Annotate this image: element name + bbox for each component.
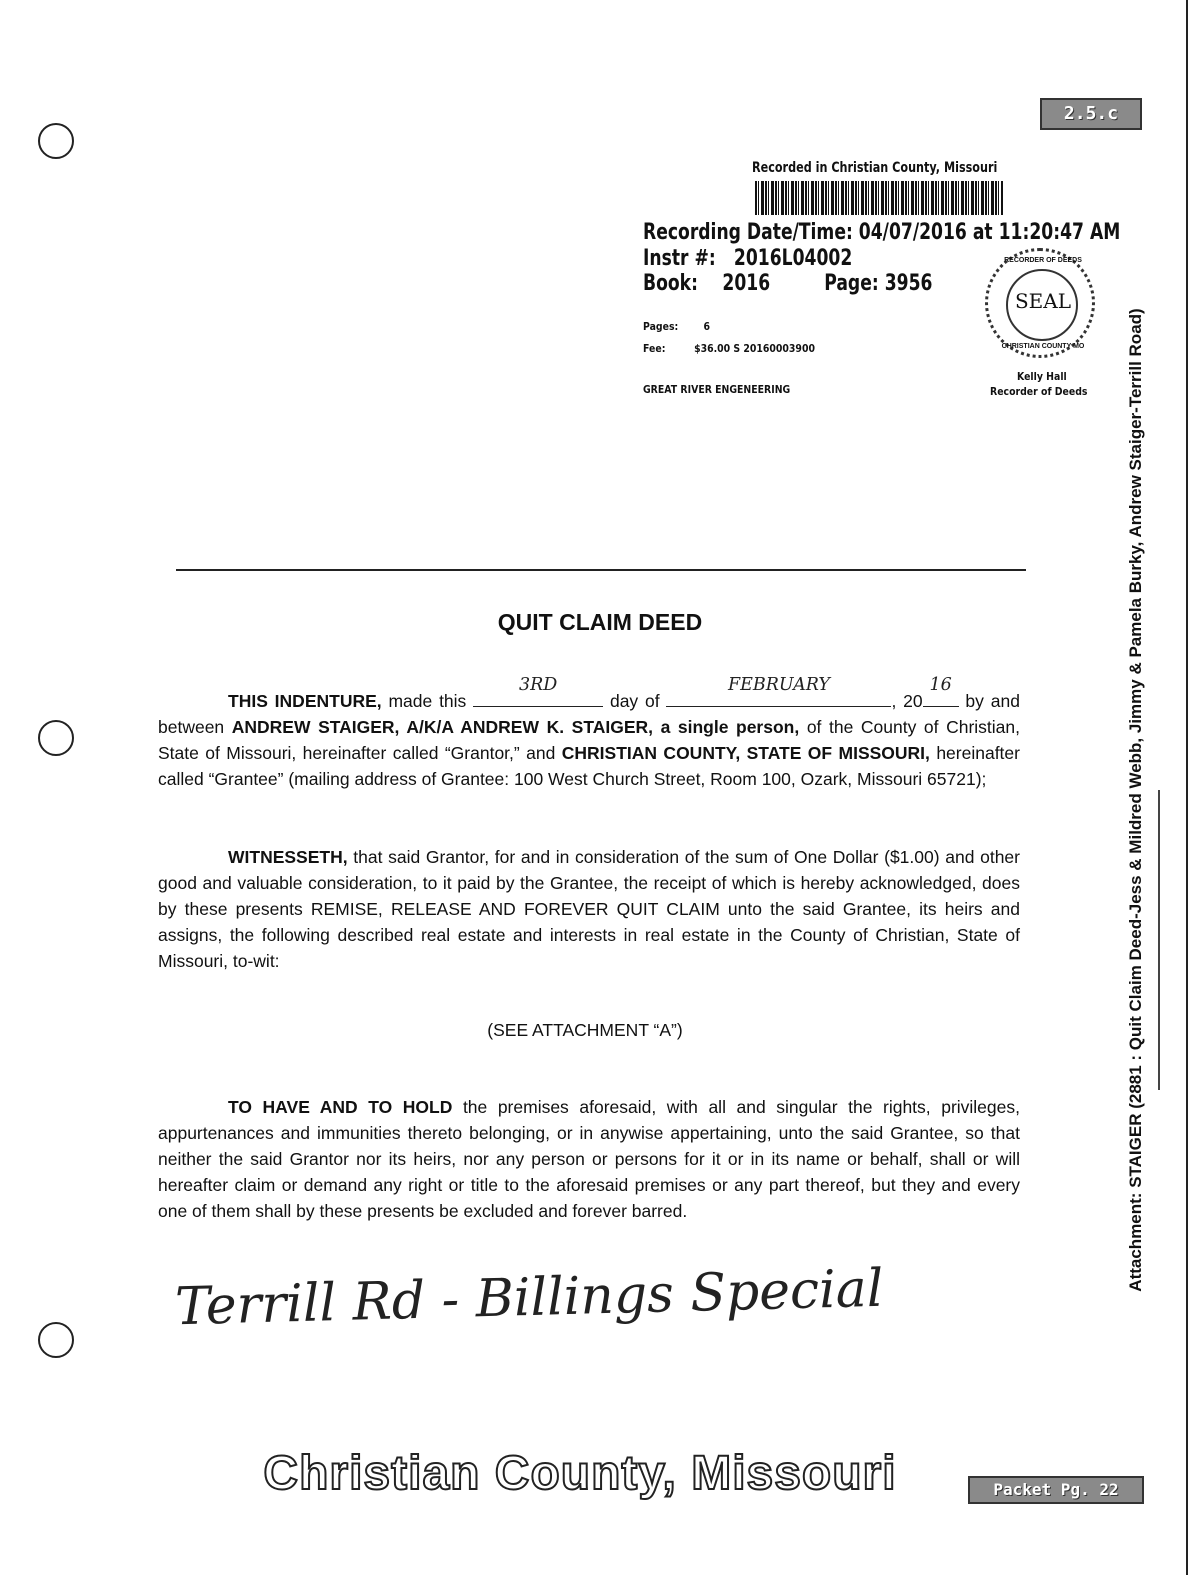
barcode: [755, 181, 1003, 215]
grantor-description: of the County of Christian, State of Missouri, hereinafter called “Grantor,” and: [158, 717, 1020, 763]
recorder-name: Kelly Hall: [1017, 370, 1067, 383]
witnesseth-lead: WITNESSETH,: [228, 847, 348, 867]
witnesseth-paragraph: [158, 844, 1020, 974]
punch-hole-top: [38, 123, 74, 159]
recording-date-label: Recording Date/Time:: [643, 220, 853, 245]
book-value: 2016: [722, 271, 771, 296]
by-and-between-text: by and between: [158, 691, 1020, 737]
fee-line: [643, 342, 815, 355]
habendum-lead: TO HAVE AND TO HOLD: [228, 1097, 453, 1117]
pages-label: Pages:: [643, 320, 679, 333]
day-value: 3RD: [518, 675, 558, 695]
document-title: QUIT CLAIM DEED: [497, 609, 703, 635]
instrument-number: [643, 246, 852, 271]
book-label: Book:: [643, 271, 698, 296]
punch-hole-bottom: [38, 1322, 74, 1358]
recording-at: at: [972, 220, 993, 245]
header-divider: [176, 569, 1026, 571]
fee-label: Fee:: [643, 342, 666, 355]
grantee-name: CHRISTIAN COUNTY, STATE OF MISSOURI,: [561, 743, 930, 763]
seal-ring-top: RECORDER OF DEEDS: [1004, 257, 1082, 264]
handwritten-note: Terrill Rd - Billings Special: [174, 1258, 885, 1338]
grantee-description: hereinafter called “Grantee” (mailing address of Grantee: 100 West Church Street, Room 100, Ozark, Missouri 65721);: [158, 743, 1020, 789]
seal-label: SEAL: [1014, 289, 1072, 313]
habendum-text: the premises aforesaid, with all and singular the rights, privileges, appurtenances and immunities thereto belonging, or in anywise appertaining, unto the said Grantee, so that neither the said Grantor nor its heirs, nor any person or persons for it or in its name or behalf, shall or will hereafter claim or demand any right or title to the aforesaid premises or any part thereof, but they and every one of them shall by these presents be excluded and forever barred.: [158, 1097, 1020, 1221]
pages-value: 6: [703, 320, 711, 333]
day-of-text: day of: [609, 691, 660, 711]
page-value: 3956: [884, 271, 933, 296]
punch-hole-middle: [38, 720, 74, 756]
side-attachment-label: Attachment: STAIGER (2881 : Quit Claim Deed-Jess & Mildred Webb, Jimmy & Pamela Burky, Andrew Staiger-Terrill Road): [1126, 308, 1145, 1292]
recorded-in-line: Recorded in Christian County, Missouri: [752, 160, 998, 176]
indenture-paragraph: [158, 675, 1020, 792]
month-value: FEBRUARY: [727, 675, 830, 695]
year-blank: [923, 675, 959, 707]
pages-line: [643, 320, 710, 333]
witnesseth-text: that said Grantor, for and in consideration of the sum of One Dollar ($1.00) and other good and valuable consideration, to it paid by the Grantee, the receipt of which is hereby acknowledged, does by these presents REMISE, RELEASE AND FOREVER QUIT CLAIM unto the said Grantee, its heirs and assigns, the following described real estate and interests in real estate in the County of Christian, State of Missouri, to-wit:: [158, 847, 1020, 971]
packet-page-box: Packet Pg. 22: [968, 1476, 1144, 1504]
instr-label: Instr #:: [643, 246, 716, 271]
attachment-reference: (SEE ATTACHMENT “A”): [487, 1020, 683, 1040]
recording-date-value: 04/07/2016: [858, 220, 967, 245]
year-value: 16: [929, 675, 952, 695]
grantor-name: ANDREW STAIGER, A/K/A ANDREW K. STAIGER, a single person,: [231, 717, 800, 737]
recorder-title: Recorder of Deeds: [990, 385, 1088, 398]
instr-value: 2016L04002: [733, 246, 853, 271]
margin-line: [1158, 790, 1160, 1090]
seal-ring-bottom: CHRISTIAN COUNTY MO: [1001, 343, 1085, 350]
book-page: [643, 271, 932, 296]
recorder-seal: [985, 248, 1095, 358]
page-label: Page:: [824, 271, 879, 296]
submitter-name: GREAT RIVER ENGENEERING: [643, 383, 791, 396]
agenda-tag-box: 2.5.c: [1040, 98, 1142, 130]
day-blank: [473, 675, 603, 707]
recording-date-time: [643, 220, 1120, 245]
fee-value: $36.00 S 20160003900: [694, 342, 815, 355]
month-blank: [666, 675, 891, 707]
habendum-paragraph: [158, 1094, 1020, 1224]
recording-time-value: 11:20:47 AM: [998, 220, 1121, 245]
indenture-lead: THIS INDENTURE,: [228, 691, 382, 711]
made-this-text: made this: [388, 691, 467, 711]
year-prefix: , 20: [891, 691, 923, 711]
county-footer-banner: Christian County, Missouri: [263, 1447, 897, 1500]
page-edge-line: [1186, 0, 1188, 1575]
